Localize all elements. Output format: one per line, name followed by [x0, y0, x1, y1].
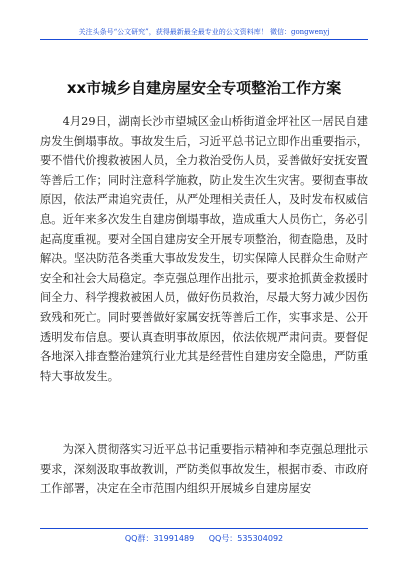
- body-paragraph-1: 4月29日，湖南长沙市望城区金山桥街道金坪社区一居民自建房发生倒塌事故。事故发生后，习近平总书记立即作出重要指示，要不惜代价搜救被困人员，全力救治受伤人员，妥善做好安抚安置等善后工作；同时注意科学施救，防止发生次生灾害。要彻查事故原因，依法严肃追究责任，从严处理相关责任人，及时发布权威信息。近年来多次发生自建房倒塌事故，造成重大人员伤亡，务必引起高度重视。要对全国自建房安全开展专项整治，彻查隐患，及时解决。坚决防范各类重大事故发发生，切实保障人民群众生命财产安全和社会大局稳定。李克强总理作出批示，要求抢抓黄金救援时间全力、科学搜救被困人员，做好伤员救治，尽最大努力减少因伤致残和死亡。同时要善做好家属安抚等善后工作，实事求是、公开透明发布信息。要认真查明事故原因，依法依规严肃问责。要督促各地深入排查整治建筑行业尤其是经营性自建房安全隐患，严防重特大事故发生。: [40, 115, 368, 383]
- document-title: xx市城乡自建房屋安全专项整治工作方案: [66, 79, 342, 97]
- header-divider: [40, 39, 368, 40]
- footer-contact: [40, 534, 368, 544]
- qq-group-text: QQ群：31991489: [124, 534, 195, 543]
- header-banner: 关注头条号“公文研究”，获得最新最全最专业的公文资料库！ 微信：gongwenyj: [78, 28, 330, 36]
- qq-contact-text: QQ号：535304092: [208, 534, 284, 543]
- footer-divider: [40, 528, 368, 529]
- body-paragraph-2: 为深入贯彻落实习近平总书记重要指示精神和李克强总理批示要求，深刻汲取事故教训，严防类似事故发生，根据市委、市政府工作部署，决定在全市范围内组织开展城乡自建房屋安: [40, 443, 368, 496]
